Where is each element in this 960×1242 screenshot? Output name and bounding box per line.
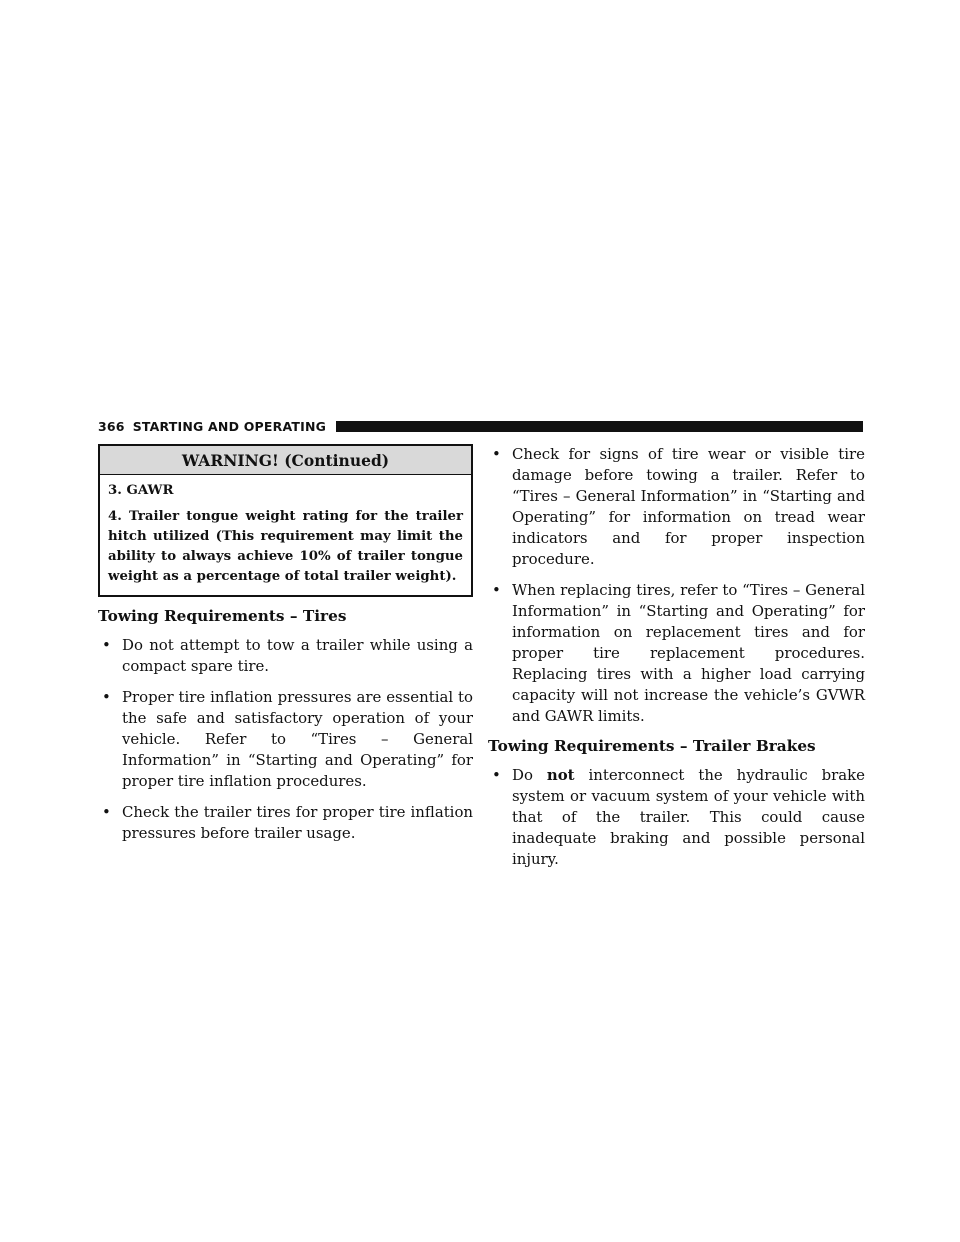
bullet-icon: • — [492, 581, 501, 599]
page-header — [98, 416, 863, 436]
bullet-icon: • — [102, 636, 111, 654]
warning-title: WARNING! (Continued) — [100, 446, 471, 475]
bullet-icon: • — [492, 766, 501, 784]
bullet-text: Proper tire inflation pressures are essential to the safe and satisfactory operation of your vehicle. Refer to “Tires – General Information” in “Starting and Operating” for proper tire inflation procedures. — [122, 688, 473, 790]
tires-bullet-list-continued — [488, 444, 865, 727]
bullet-icon: • — [102, 803, 111, 821]
right-column — [488, 444, 865, 880]
list-item — [98, 802, 473, 844]
bullet-icon: • — [102, 688, 111, 706]
list-item — [488, 580, 865, 727]
list-item — [488, 444, 865, 570]
bullet-text: When replacing tires, refer to “Tires – General Information” in “Starting and Operating” for information on replacement tires and for proper tire replacement procedures. Replacing tires with a higher load carrying capacity will not increase the vehicle’s GVWR and GAWR limits. — [512, 581, 865, 725]
bullet-text: Do not attempt to tow a trailer while using a compact spare tire. — [122, 636, 473, 675]
brakes-heading: Towing Requirements – Trailer Brakes — [488, 737, 816, 755]
warning-item: 4. Trailer tongue weight rating for the trailer hitch utilized (This requirement may limit the ability to always achieve 10% of trailer tongue weight as a percentage of total trailer weight). — [108, 509, 463, 584]
brakes-bullet-list — [488, 765, 865, 870]
bullet-text: Check the trailer tires for proper tire inflation pressures before trailer usage. — [122, 803, 473, 842]
bullet-text-emphasis: not — [546, 766, 575, 784]
page-number: 366 — [98, 418, 125, 434]
list-item — [98, 635, 473, 677]
bullet-text-rest: interconnect the hydraulic brake system or vacuum system of your vehicle with that of the trailer. This could cause inadequate braking and possible personal injury. — [512, 766, 865, 868]
list-item — [488, 765, 865, 870]
bullet-icon: • — [492, 445, 501, 463]
warning-body — [100, 475, 471, 595]
section-title: STARTING AND OPERATING — [132, 418, 327, 434]
bullet-text: Check for signs of tire wear or visible tire damage before towing a trailer. Refer to “Tires – General Information” in “Starting and Operating” for information on tread wear indicators and for proper inspection procedure. — [512, 445, 865, 568]
tires-bullet-list — [98, 635, 473, 844]
warning-item: 3. GAWR — [108, 483, 174, 498]
warning-box — [98, 444, 473, 597]
left-column — [98, 444, 473, 854]
tires-heading: Towing Requirements – Tires — [98, 607, 347, 625]
header-rule — [336, 421, 863, 432]
bullet-text-prefix: Do — [512, 766, 547, 784]
list-item — [98, 687, 473, 792]
